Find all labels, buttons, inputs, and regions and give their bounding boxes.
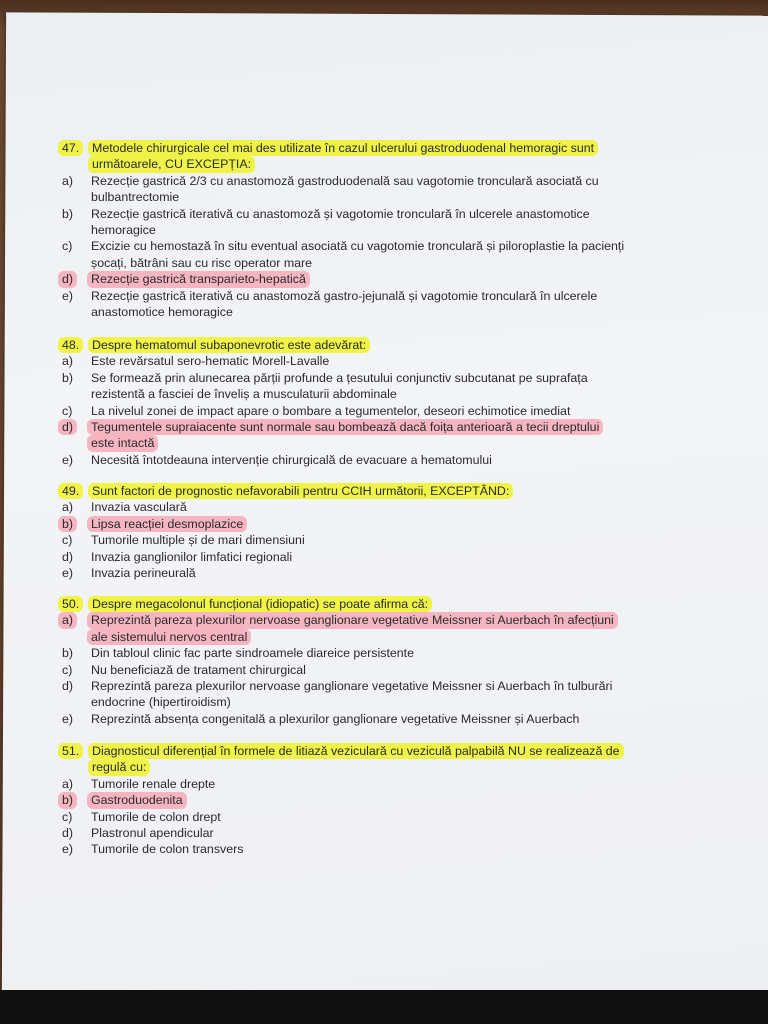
question-50 [62,596,752,727]
option-e [62,288,752,304]
option-letter: e) [62,565,74,580]
option-d [62,678,752,694]
option-letter: b) [62,646,74,661]
option-b [62,370,752,386]
option-c [62,403,752,419]
option-a [62,776,752,792]
option-text: Invazia perineurală [91,565,196,580]
option-a [62,499,752,515]
question-48 [62,337,752,468]
question-stem-line [62,140,752,156]
option-e-cont [62,304,752,320]
option-letter: d) [62,825,74,840]
option-d-cont-highlighted [62,435,752,451]
option-a-cont [62,189,752,205]
option-letter: b) [62,206,74,221]
option-b [62,645,752,661]
option-b-cont [62,222,752,238]
question-text: Metodele chirurgicale cel mai des utilizate în cazul ulcerului gastroduodenal hemoragic sunt [88,140,598,156]
option-text: Invazia vasculară [91,500,187,515]
question-number: 48. [58,337,83,353]
option-a-cont-highlighted [62,629,752,645]
option-text: Lipsa reacției desmoplazice [87,516,247,532]
option-text: Este revărsatul sero-hematic Morell-Lavalle [91,354,330,369]
question-stem-line [62,743,752,759]
option-text: Reprezintă pareza plexurilor nervoase ganglionare vegetative Meissner si Auerbach în tulburări [91,678,613,693]
option-a-highlighted [62,612,752,628]
option-letter: b) [58,792,77,808]
option-text: bulbantrectomie [91,190,180,205]
question-stem-line [62,483,752,499]
question-47 [62,140,752,320]
option-text: hemoragice [91,222,156,237]
option-b-highlighted [62,792,752,808]
option-letter: b) [62,370,74,385]
option-c [62,532,752,548]
option-letter: c) [62,403,73,418]
option-a [62,173,752,189]
option-d-highlighted [62,419,752,435]
option-text: Tegumentele supraiacente sunt normale sau bombează dacă foița anterioară a tecii dreptului [87,419,603,435]
option-text: Nu beneficiază de tratament chirurgical [91,662,306,677]
option-d [62,549,752,565]
option-text: Rezecție gastrică iterativă cu anastomoză și vagotomie tronculară în ulcerele anastomotice [91,206,590,221]
option-letter: c) [62,662,73,677]
option-a [62,353,752,369]
option-text: Tumorile de colon transvers [91,842,244,857]
option-text: ale sistemului nervos central [87,629,251,645]
option-letter: c) [62,533,73,548]
question-number: 49. [58,483,83,499]
option-letter: a) [62,500,74,515]
option-text: Rezecție gastrică iterativă cu anastomoză gastro-jejunală și vagotomie tronculară în ulcerele [91,288,598,303]
option-text: Reprezintă pareza plexurilor nervoase ganglionare vegetative Meissner si Auerbach în afecțiuni [87,612,618,628]
option-e [62,841,752,857]
option-text: Rezecție gastrică 2/3 cu anastomoză gastroduodenală sau vagotomie tronculară asociată cu [91,173,599,188]
option-text: Reprezintă absența congenitală a plexurilor ganglionare vegetative Meissner și Auerbach [91,711,580,726]
question-text: Diagnosticul diferențial în formele de litiază veziculară cu veziculă palpabilă NU se realizează de [88,743,624,759]
option-letter: e) [62,711,74,726]
option-text: anastomotice hemoragice [91,304,233,319]
option-text: este intactă [87,435,158,451]
option-b-highlighted [62,516,752,532]
option-text: Tumorile renale drepte [91,776,216,791]
option-c [62,238,752,254]
question-51 [62,743,752,858]
option-letter: e) [62,842,74,857]
option-e [62,565,752,581]
option-letter: d) [58,271,77,287]
question-stem-line [62,156,752,172]
option-e [62,711,752,727]
question-stem-line [62,337,752,353]
question-text: Despre megacolonul funcțional (idiopatic) se poate afirma că: [88,596,432,612]
option-letter: b) [58,516,77,532]
question-text: regulă cu: [88,759,150,775]
option-letter: c) [62,809,73,824]
option-letter: e) [62,288,74,303]
question-text: Despre hematomul subaponevrotic este adevărat: [88,337,370,353]
option-letter: a) [62,354,74,369]
option-b-cont [62,386,752,402]
question-49 [62,483,752,581]
option-c [62,662,752,678]
option-text: Din tabloul clinic fac parte sindroamele diareice persistente [91,646,415,661]
option-letter: e) [62,452,74,467]
question-number: 47. [58,140,83,156]
option-letter: d) [62,549,74,564]
option-text: Plastronul apendicular [91,825,214,840]
option-letter: a) [62,776,74,791]
option-text: La nivelul zonei de impact apare o bombare a tegumentelor, deseori echimotice imediat [91,403,571,418]
option-letter: a) [58,612,77,628]
option-d-highlighted [62,271,752,287]
option-c [62,809,752,825]
option-b [62,206,752,222]
option-c-cont [62,255,752,271]
option-text: rezistentă a fasciei de înveliș a musculaturii abdominale [91,387,397,402]
option-text: Tumorile multiple și de mari dimensiuni [91,533,305,548]
question-stem-line [62,759,752,775]
option-letter: a) [62,173,74,188]
option-letter: d) [62,678,74,693]
option-text: Gastroduodenita [87,792,187,808]
question-text: următoarele, CU EXCEPȚIA: [88,156,255,172]
question-number: 51. [58,743,83,759]
option-letter: c) [62,239,73,254]
option-d [62,825,752,841]
option-text: Se formează prin alunecarea părții profunde a țesutului conjunctiv subcutanat pe suprafața [91,370,588,385]
question-text: Sunt factori de prognostic nefavorabili pentru CCIH următorii, EXCEPTÂND: [88,483,513,499]
question-number: 50. [58,596,83,612]
option-text: Excizie cu hemostază în situ eventual asociată cu vagotomie tronculară și piloroplastie la pacienți [91,239,625,254]
option-text: Tumorile de colon drept [91,809,221,824]
option-text: șocați, bătrâni sau cu risc operator mare [91,255,313,270]
option-text: endocrine (hipertiroidism) [91,695,231,710]
option-text: Rezecție gastrică transparieto-hepatică [87,271,310,287]
option-letter: d) [58,419,77,435]
option-e [62,452,752,468]
option-d-cont [62,694,752,710]
option-text: Necesită întotdeauna intervenție chirurgicală de evacuare a hematomului [91,452,492,467]
question-stem-line [62,596,752,612]
option-text: Invazia ganglionilor limfatici regionali [91,549,293,564]
